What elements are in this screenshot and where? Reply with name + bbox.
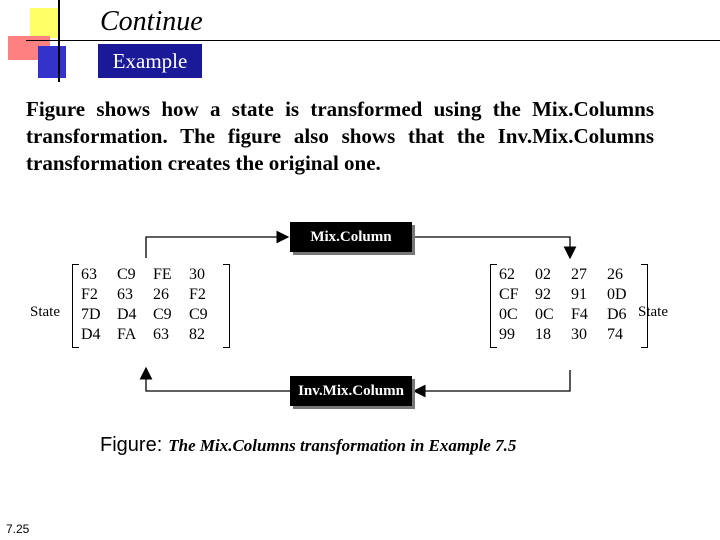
right-bracket — [641, 264, 648, 348]
matrix-cell: 30 — [189, 266, 205, 283]
matrix-cell: C9 — [153, 306, 172, 323]
matrix-cell: C9 — [117, 266, 136, 283]
matrix-cell: F4 — [571, 306, 588, 323]
left-state-matrix — [72, 264, 230, 348]
matrix-cell: 7D — [81, 306, 101, 323]
left-bracket — [72, 264, 79, 348]
matrix-cell: CF — [499, 286, 519, 303]
mix-column-box: Mix.Column — [290, 222, 412, 252]
mix-arrow-right — [412, 237, 570, 258]
figure-caption — [100, 434, 516, 457]
matrix-cell: 0C — [499, 306, 518, 323]
matrix-cell: D6 — [607, 306, 627, 323]
inv-mix-column-box: Inv.Mix.Column — [290, 376, 412, 406]
left-bracket — [490, 264, 497, 348]
right-state-label: State — [638, 304, 668, 320]
caption-prefix: Figure: — [100, 434, 163, 456]
matrix-cell: 63 — [81, 266, 97, 283]
matrix-cell: 0C — [535, 306, 554, 323]
left-matrix-grid — [79, 264, 223, 348]
matrix-cell: 27 — [571, 266, 587, 283]
subtitle-banner: Example — [98, 44, 202, 78]
matrix-cell: 26 — [607, 266, 623, 283]
body-paragraph: Figure shows how a state is transformed using the Mix.Columns transformation. The figure also shows that the Inv.Mix.Columns transformation creates the original one. — [26, 97, 654, 175]
matrix-cell: 74 — [607, 326, 623, 343]
matrix-cell: 0D — [607, 286, 627, 303]
matrix-cell: 62 — [499, 266, 515, 283]
matrix-cell: 26 — [153, 286, 169, 303]
matrix-cell: 91 — [571, 286, 587, 303]
matrix-cell: 02 — [535, 266, 551, 283]
inv-arrow-right — [414, 370, 570, 391]
right-matrix-grid — [497, 264, 641, 348]
matrix-cell: 63 — [117, 286, 133, 303]
matrix-cell: D4 — [81, 326, 101, 343]
slide-title: Continue — [100, 6, 203, 37]
matrix-cell: 18 — [535, 326, 551, 343]
matrix-cell: 99 — [499, 326, 515, 343]
matrix-cell: 82 — [189, 326, 205, 343]
matrix-cell: C9 — [189, 306, 208, 323]
matrix-cell: 30 — [571, 326, 587, 343]
inv-arrow-left — [146, 368, 290, 391]
matrix-cell: 92 — [535, 286, 551, 303]
matrix-cell: D4 — [117, 306, 137, 323]
slide-number: 7.25 — [6, 522, 30, 536]
matrix-cell: F2 — [81, 286, 98, 303]
matrix-cell: F2 — [189, 286, 206, 303]
matrix-cell: 63 — [153, 326, 169, 343]
matrix-cell: FE — [153, 266, 172, 283]
right-state-matrix — [490, 264, 648, 348]
matrix-cell: FA — [117, 326, 137, 343]
mix-arrow-left — [146, 237, 288, 258]
left-state-label: State — [30, 304, 60, 320]
caption-text: The Mix.Columns transformation in Example 7.5 — [168, 436, 517, 455]
right-bracket — [223, 264, 230, 348]
